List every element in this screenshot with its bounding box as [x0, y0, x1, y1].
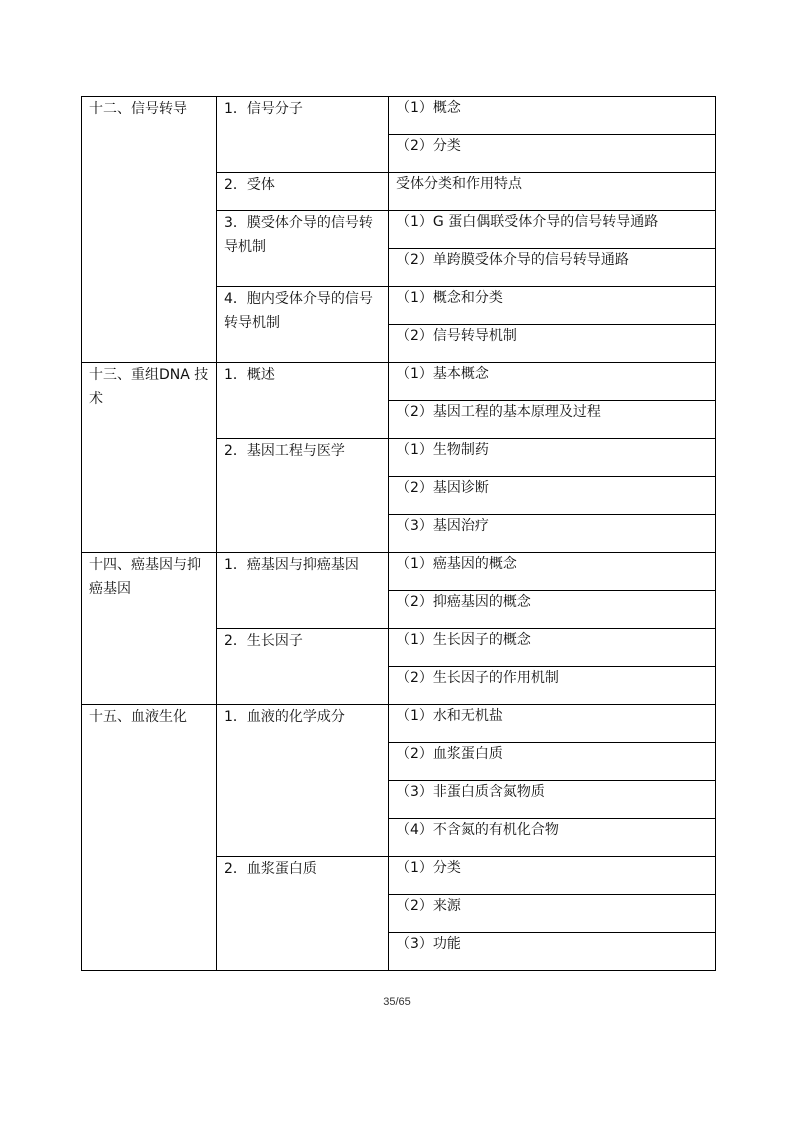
- table-row: [82, 363, 716, 401]
- topic-item: （3）基因治疗: [389, 515, 716, 553]
- section-title: 1．癌基因与抑癌基因: [217, 553, 389, 629]
- section-title: 4．胞内受体介导的信号转导机制: [217, 287, 389, 363]
- table-row: [82, 97, 716, 135]
- topic-item: （2）信号转导机制: [389, 325, 716, 363]
- topic-item: （2）抑癌基因的概念: [389, 591, 716, 629]
- page-number: 35/65: [383, 996, 411, 1008]
- topic-item: （2）分类: [389, 135, 716, 173]
- topic-item: （1）生长因子的概念: [389, 629, 716, 667]
- topic-item: 受体分类和作用特点: [389, 173, 716, 211]
- topic-item: （2）血浆蛋白质: [389, 743, 716, 781]
- section-title: 1．血液的化学成分: [217, 705, 389, 857]
- topic-item: （2）基因诊断: [389, 477, 716, 515]
- section-title: 2．血浆蛋白质: [217, 857, 389, 971]
- chapter-title: 十四、癌基因与抑癌基因: [82, 553, 217, 705]
- section-title: 3．膜受体介导的信号转导机制: [217, 211, 389, 287]
- topic-item: （2）来源: [389, 895, 716, 933]
- topic-item: （1）概念: [389, 97, 716, 135]
- topic-item: （1）水和无机盐: [389, 705, 716, 743]
- topic-item: （3）功能: [389, 933, 716, 971]
- topic-item: （1）基本概念: [389, 363, 716, 401]
- section-title: 2．受体: [217, 173, 389, 211]
- table-row: [82, 553, 716, 591]
- chapter-title: 十二、信号转导: [82, 97, 217, 363]
- topic-item: （1）G 蛋白偶联受体介导的信号转导通路: [389, 211, 716, 249]
- section-title: 2．生长因子: [217, 629, 389, 705]
- section-title: 2．基因工程与医学: [217, 439, 389, 553]
- topic-item: （4）不含氮的有机化合物: [389, 819, 716, 857]
- topic-item: （1）分类: [389, 857, 716, 895]
- section-title: 1．信号分子: [217, 97, 389, 173]
- topic-item: （1）癌基因的概念: [389, 553, 716, 591]
- topic-item: （1）概念和分类: [389, 287, 716, 325]
- topic-item: （2）基因工程的基本原理及过程: [389, 401, 716, 439]
- topic-item: （2）生长因子的作用机制: [389, 667, 716, 705]
- topic-item: （1）生物制药: [389, 439, 716, 477]
- chapter-title: 十三、重组DNA 技术: [82, 363, 217, 553]
- topic-item: （2）单跨膜受体介导的信号转导通路: [389, 249, 716, 287]
- syllabus-table: [81, 96, 716, 971]
- topic-item: （3）非蛋白质含氮物质: [389, 781, 716, 819]
- chapter-title: 十五、血液生化: [82, 705, 217, 971]
- table-row: [82, 705, 716, 743]
- section-title: 1．概述: [217, 363, 389, 439]
